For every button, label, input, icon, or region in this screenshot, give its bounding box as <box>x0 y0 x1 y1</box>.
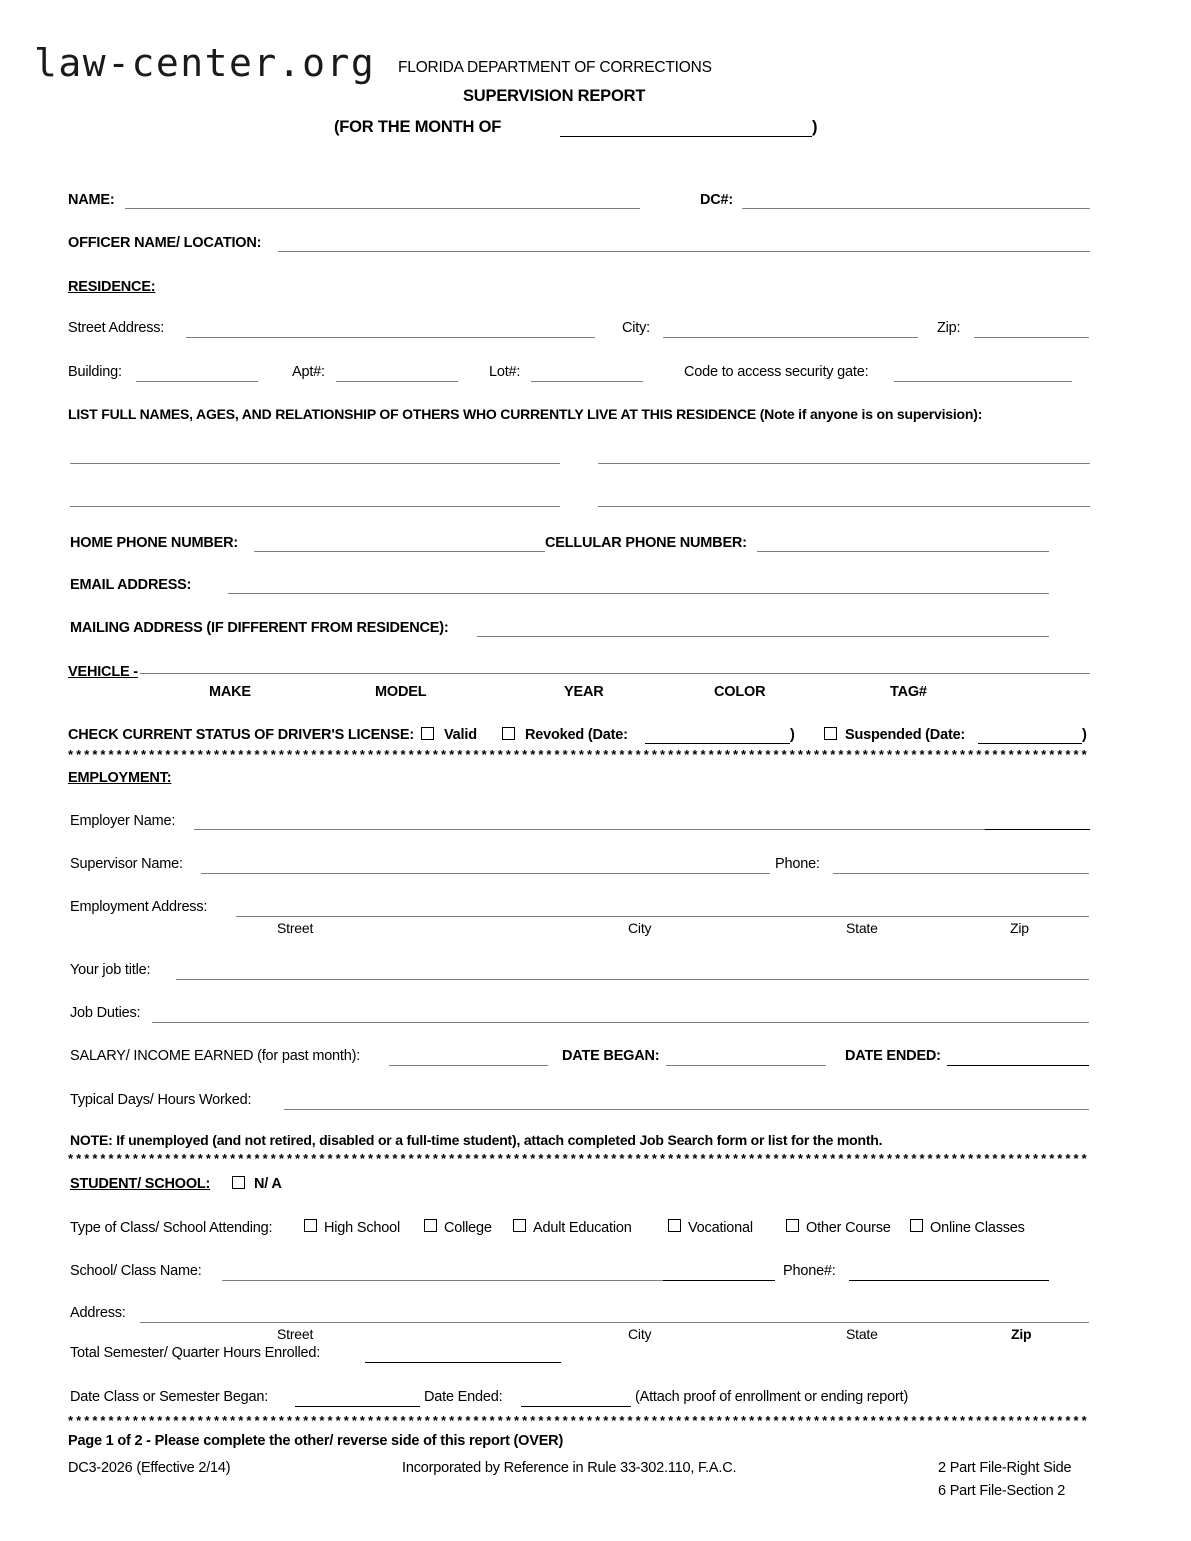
name-input-line[interactable] <box>125 208 640 209</box>
license-suspended-checkbox[interactable] <box>824 727 837 740</box>
employer-name-label: Employer Name: <box>70 813 176 829</box>
name-label: NAME: <box>68 192 115 208</box>
cohabitants-label: LIST FULL NAMES, AGES, AND RELATIONSHIP OF OTHERS WHO CURRENTLY LIVE AT THIS RESIDENCE (Note if anyone is on supervision): <box>68 406 983 422</box>
employment-address-column-street: Street <box>277 920 314 936</box>
separator-line-1: ****************************************************************************************************************************** <box>68 748 1090 761</box>
employment-date-ended-label: DATE ENDED: <box>845 1048 941 1064</box>
semester-began-input-line[interactable] <box>295 1406 420 1407</box>
vehicle-column-color: COLOR <box>714 684 766 700</box>
employment-address-column-zip: Zip <box>1010 920 1029 936</box>
semester-ended-input-line[interactable] <box>521 1406 631 1407</box>
month-of-input-line[interactable] <box>560 136 812 137</box>
class-type-other-course-label: Other Course <box>806 1220 891 1236</box>
cell-phone-label: CELLULAR PHONE NUMBER: <box>545 535 747 551</box>
email-input-line[interactable] <box>228 593 1049 594</box>
city-input-line[interactable] <box>663 337 918 338</box>
semester-began-label: Date Class or Semester Began: <box>70 1389 269 1405</box>
class-type-online-classes-label: Online Classes <box>930 1220 1025 1236</box>
vehicle-column-year: YEAR <box>564 684 604 700</box>
cohabitant-line-1[interactable] <box>70 463 560 464</box>
school-address-column-zip: Zip <box>1011 1326 1032 1342</box>
mailing-address-input-line[interactable] <box>477 636 1049 637</box>
vehicle-input-line[interactable] <box>140 673 1090 674</box>
cohabitant-line-3[interactable] <box>70 506 560 507</box>
license-suspended-close-paren: ) <box>1082 727 1087 743</box>
class-type-high-school-label: High School <box>324 1220 400 1236</box>
student-heading: STUDENT/ SCHOOL: <box>70 1176 211 1192</box>
supervisor-name-input-line[interactable] <box>201 873 770 874</box>
mailing-address-label: MAILING ADDRESS (IF DIFFERENT FROM RESIDENCE): <box>70 620 449 636</box>
officer-name-input-line[interactable] <box>278 251 1090 252</box>
class-type-vocational-label: Vocational <box>688 1220 753 1236</box>
class-type-online-classes-checkbox[interactable] <box>910 1219 923 1232</box>
lot-number-label: Lot#: <box>489 364 521 380</box>
cohabitant-line-4[interactable] <box>598 506 1090 507</box>
employment-address-label: Employment Address: <box>70 899 208 915</box>
building-label: Building: <box>68 364 122 380</box>
employer-name-input-line-end[interactable] <box>985 829 1090 830</box>
dc-number-input-line[interactable] <box>742 208 1090 209</box>
salary-input-line[interactable] <box>389 1065 548 1066</box>
days-hours-input-line[interactable] <box>284 1109 1089 1110</box>
form-number: DC3-2026 (Effective 2/14) <box>68 1460 231 1476</box>
employer-phone-input-line[interactable] <box>833 873 1089 874</box>
school-name-label: School/ Class Name: <box>70 1263 202 1279</box>
school-name-input-line[interactable] <box>222 1280 663 1281</box>
enrollment-proof-note: (Attach proof of enrollment or ending report) <box>635 1389 909 1405</box>
separator-line-3: ****************************************************************************************************************************** <box>68 1414 1090 1427</box>
email-label: EMAIL ADDRESS: <box>70 577 192 593</box>
zip-label: Zip: <box>937 320 961 336</box>
semester-hours-input-line[interactable] <box>365 1362 561 1363</box>
school-phone-label: Phone#: <box>783 1263 836 1279</box>
residence-heading: RESIDENCE: <box>68 279 156 295</box>
class-type-high-school-checkbox[interactable] <box>304 1219 317 1232</box>
license-revoked-label: Revoked (Date: <box>525 727 628 743</box>
employer-phone-label: Phone: <box>775 856 820 872</box>
semester-hours-label: Total Semester/ Quarter Hours Enrolled: <box>70 1345 321 1361</box>
class-type-adult-education-label: Adult Education <box>533 1220 632 1236</box>
law-center-watermark: law-center.org <box>34 41 376 85</box>
job-title-input-line[interactable] <box>176 979 1089 980</box>
home-phone-label: HOME PHONE NUMBER: <box>70 535 238 551</box>
file-copy-line-2: 6 Part File-Section 2 <box>938 1483 1066 1499</box>
license-revoked-date-line[interactable] <box>645 743 790 744</box>
vehicle-heading: VEHICLE - <box>68 664 138 680</box>
student-na-label: N/ A <box>254 1176 282 1192</box>
employment-date-began-label: DATE BEGAN: <box>562 1048 660 1064</box>
vehicle-column-make: MAKE <box>209 684 251 700</box>
zip-input-line[interactable] <box>974 337 1089 338</box>
employment-address-column-state: State <box>846 920 878 936</box>
apt-number-input-line[interactable] <box>336 381 458 382</box>
rule-reference: Incorporated by Reference in Rule 33-302.110, F.A.C. <box>402 1460 737 1476</box>
license-revoked-checkbox[interactable] <box>502 727 515 740</box>
cohabitant-line-2[interactable] <box>598 463 1090 464</box>
building-input-line[interactable] <box>136 381 258 382</box>
license-suspended-date-line[interactable] <box>978 743 1082 744</box>
employment-date-began-input-line[interactable] <box>666 1065 826 1066</box>
job-title-label: Your job title: <box>70 962 151 978</box>
class-type-vocational-checkbox[interactable] <box>668 1219 681 1232</box>
dc-number-label: DC#: <box>700 192 734 208</box>
class-type-adult-education-checkbox[interactable] <box>513 1219 526 1232</box>
student-na-checkbox[interactable] <box>232 1176 245 1189</box>
vehicle-column-model: MODEL <box>375 684 427 700</box>
apt-number-label: Apt#: <box>292 364 325 380</box>
vehicle-column-tag: TAG# <box>890 684 927 700</box>
agency-name: FLORIDA DEPARTMENT OF CORRECTIONS <box>398 59 712 76</box>
license-valid-label: Valid <box>444 727 477 743</box>
job-duties-input-line[interactable] <box>152 1022 1089 1023</box>
employment-heading: EMPLOYMENT: <box>68 770 172 786</box>
gate-code-label: Code to access security gate: <box>684 364 869 380</box>
class-type-label: Type of Class/ School Attending: <box>70 1220 273 1236</box>
license-valid-checkbox[interactable] <box>421 727 434 740</box>
lot-number-input-line[interactable] <box>531 381 643 382</box>
school-phone-input-line[interactable] <box>849 1280 1049 1281</box>
page-note: Page 1 of 2 - Please complete the other/ reverse side of this report (OVER) <box>68 1433 564 1449</box>
employer-name-input-line[interactable] <box>194 829 985 830</box>
officer-name-label: OFFICER NAME/ LOCATION: <box>68 235 262 251</box>
page-title: SUPERVISION REPORT <box>463 87 646 105</box>
employment-address-input-line[interactable] <box>236 916 1089 917</box>
employment-date-ended-input-line[interactable] <box>947 1065 1089 1066</box>
cell-phone-input-line[interactable] <box>757 551 1049 552</box>
city-label: City: <box>622 320 651 336</box>
month-of-label: (FOR THE MONTH OF <box>334 118 502 136</box>
school-address-column-street: Street <box>277 1326 314 1342</box>
month-of-close-paren: ) <box>812 118 818 136</box>
school-address-label: Address: <box>70 1305 126 1321</box>
salary-label: SALARY/ INCOME EARNED (for past month): <box>70 1048 361 1064</box>
gate-code-input-line[interactable] <box>894 381 1072 382</box>
school-name-input-line-end[interactable] <box>663 1280 775 1281</box>
days-hours-label: Typical Days/ Hours Worked: <box>70 1092 252 1108</box>
school-address-column-state: State <box>846 1326 878 1342</box>
license-suspended-label: Suspended (Date: <box>845 727 966 743</box>
semester-ended-label: Date Ended: <box>424 1389 503 1405</box>
supervisor-name-label: Supervisor Name: <box>70 856 183 872</box>
separator-line-2: ****************************************************************************************************************************** <box>68 1152 1090 1165</box>
home-phone-input-line[interactable] <box>254 551 545 552</box>
class-type-other-course-checkbox[interactable] <box>786 1219 799 1232</box>
street-address-input-line[interactable] <box>186 337 595 338</box>
license-revoked-close-paren: ) <box>790 727 795 743</box>
class-type-college-label: College <box>444 1220 492 1236</box>
license-status-label: CHECK CURRENT STATUS OF DRIVER'S LICENSE: <box>68 727 414 743</box>
school-address-input-line[interactable] <box>140 1322 1089 1323</box>
street-address-label: Street Address: <box>68 320 165 336</box>
school-address-column-city: City <box>628 1326 652 1342</box>
employment-note: NOTE: If unemployed (and not retired, disabled or a full-time student), attach completed Job Search form or list for the month. <box>70 1132 883 1148</box>
job-duties-label: Job Duties: <box>70 1005 141 1021</box>
file-copy-line-1: 2 Part File-Right Side <box>938 1460 1072 1476</box>
employment-address-column-city: City <box>628 920 652 936</box>
class-type-college-checkbox[interactable] <box>424 1219 437 1232</box>
